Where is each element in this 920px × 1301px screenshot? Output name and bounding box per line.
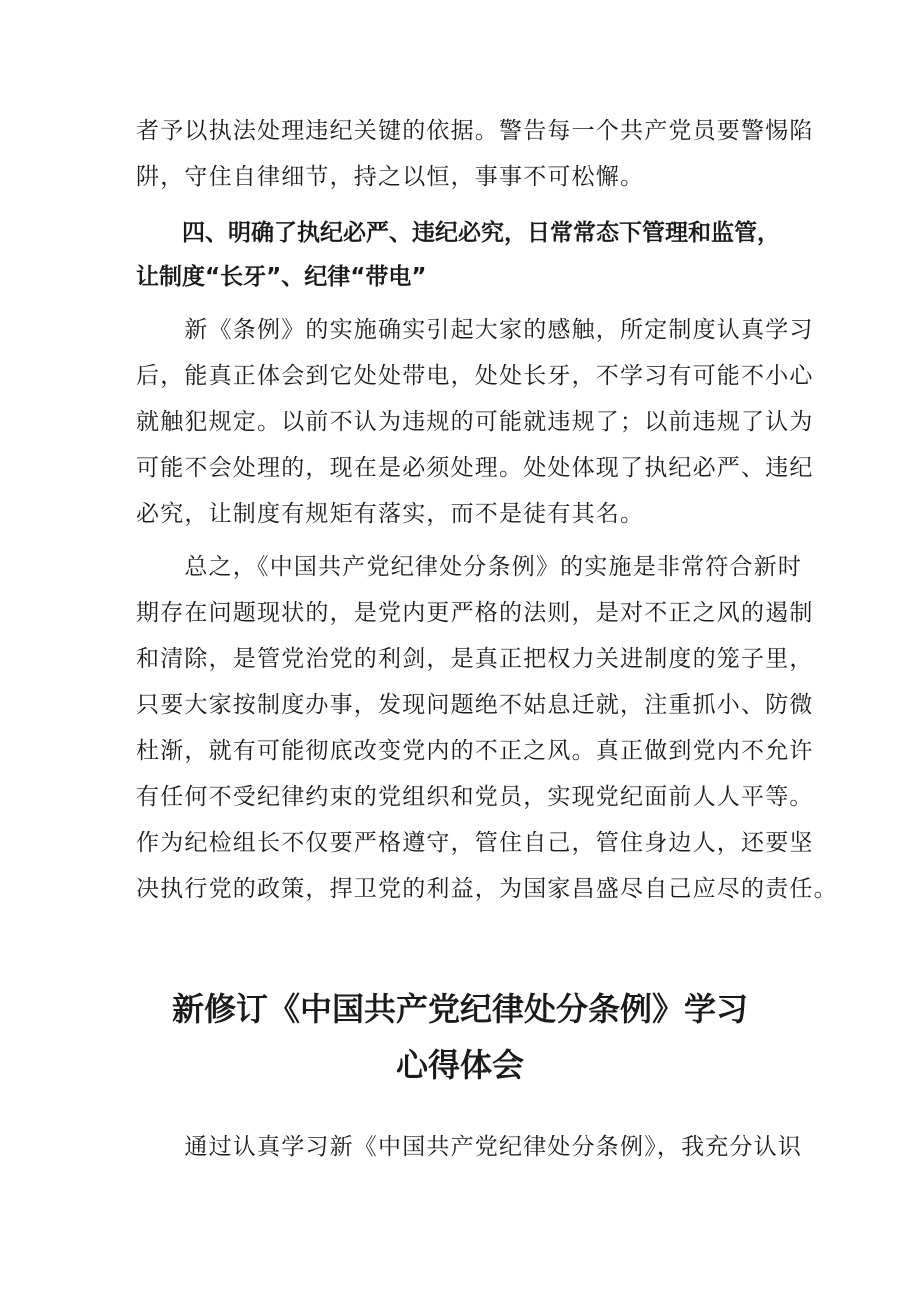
text-line: 有任何不受纪律约束的党组织和党员，实现党纪面前人人平等。 (136, 784, 814, 810)
text-line: 只要大家按制度办事，发现问题绝不姑息迁就，注重抓小、防微 (136, 692, 814, 718)
text-line: 通过认真学习新《中国共产党纪律处分条例》，我充分认识 (136, 1134, 803, 1160)
heading-line: 让制度“长牙”、纪律“带电” (136, 264, 427, 290)
text-line: 后，能真正体会到它处处带电，处处长牙，不学习有可能不小心 (136, 363, 814, 389)
text-line: 者予以执法处理违纪关键的依据。警告每一个共产党员要警惕陷 (136, 118, 814, 144)
section-heading (136, 211, 816, 299)
text-line: 杜渐，就有可能彻底改变党内的不正之风。真正做到党内不允许 (136, 738, 814, 764)
text-line: 必究，让制度有规矩有落实，而不是徒有其名。 (136, 501, 645, 527)
text-line: 期存在问题现状的，是党内更严格的法则，是对不正之风的遏制 (136, 600, 814, 626)
text-line: 总之，《中国共产党纪律处分条例》的实施是非常符合新时 (136, 554, 803, 580)
text-line: 和清除，是管党治党的利剑，是真正把权力关进制度的笼子里， (136, 646, 814, 672)
heading-line: 四、明确了执纪必严、违纪必究，日常常态下管理和监管， (136, 220, 780, 246)
article-title (60, 981, 860, 1093)
text-line: 新《条例》的实施确实引起大家的感触，所定制度认真学习 (136, 317, 814, 343)
title-line: 新修订《中国共产党纪律处分条例》学习 (171, 990, 748, 1028)
paragraph-summary (136, 544, 838, 912)
text-line: 就触犯规定。以前不认为违规的可能就违规了；以前违规了认为 (136, 409, 814, 435)
paragraph-continuation (136, 108, 814, 200)
text-line: 阱，守住自律细节，持之以恒，事事不可松懈。 (136, 164, 645, 190)
text-line: 决执行党的政策，捍卫党的利益，为国家昌盛尽自己应尽的责任。 (136, 876, 838, 902)
text-line: 可能不会处理的，现在是必须处理。处处体现了执纪必严、违纪 (136, 455, 814, 481)
paragraph-intro (136, 1124, 803, 1170)
title-line: 心得体会 (395, 1046, 524, 1084)
paragraph-new-rules (136, 307, 814, 537)
text-line: 作为纪检组长不仅要严格遵守，管住自己，管住身边人，还要坚 (136, 830, 814, 856)
